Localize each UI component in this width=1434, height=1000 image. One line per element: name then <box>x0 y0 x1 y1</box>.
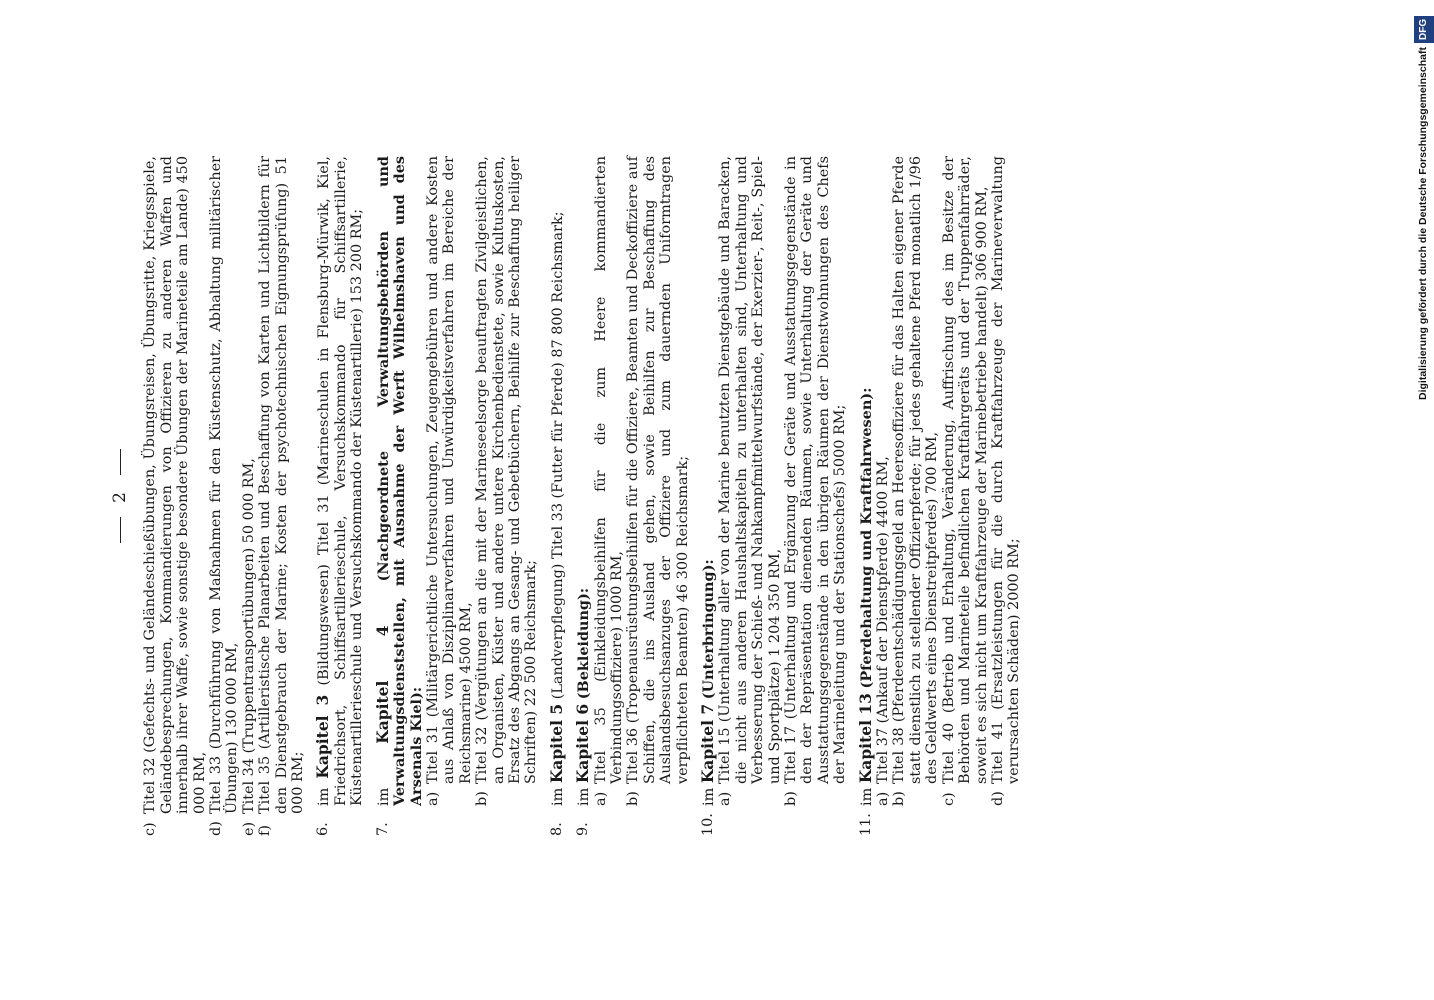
kapitel-label: Kapitel 4 <box>372 625 392 744</box>
kapitel-label: Kapitel 6 <box>573 703 593 784</box>
section-6 <box>315 156 365 836</box>
list-item <box>875 156 891 806</box>
list-item <box>783 156 849 806</box>
list-item <box>474 156 540 806</box>
kapitel-label: Kapitel 13 <box>855 693 875 784</box>
item-text: Titel 32 (Vergütungen an die mit der Marineseelsorge beauftragten Zivilgeistlichen, an Organisten, Küster und andere untere Kirchenbedienstete, sowie Kultuskosten, Ersatz des Abgangs an Gesang- und Gebetbüchern, Beihilfe zur Beschaffung heiliger Schriften) 22 500 Reichsmark; <box>474 156 540 784</box>
section-9 <box>575 156 691 836</box>
page-number: 2 <box>112 156 128 836</box>
item-letter: a) <box>424 791 441 806</box>
rotated-page <box>102 120 1102 880</box>
list-item <box>241 156 257 836</box>
section-title: im Kapitel 6 (Bekleidung): <box>573 587 593 806</box>
item-text: Titel 35 (Artilleristische Planarbeiten und Beschaffung von Karten und Lichtbildern für den Dienstgebrauch der Marine; Kosten der psychotechnischen Eignungsprüfung) 51 000 RM; <box>257 156 307 814</box>
section-10 <box>700 156 849 836</box>
kapitel-label: Kapitel 5 <box>546 703 566 784</box>
item-letter: a) <box>875 791 892 806</box>
item-text: Titel 31 (Militärgerichtliche Untersuchungen, Zeugengebühren und andere Kosten aus Anlaß von Disziplinarverfahren und Unwürdigkeitsverfahren im Bereiche der Reichsmarine) 4500 RM, <box>424 156 474 784</box>
section-number: 6. <box>315 822 332 836</box>
item-text: Titel 36 (Tropenausrüstungsbeihilfen für die Offiziere, Beamten und Deckoffiziere auf Schiffen, die ins Ausland gehen, sowie Beihilfen zur Beschaffung des Auslandsbesuchsanzuges der Offiziere und zum dauernden Uniformtragen verpflichteten Beamten) 46 300 Reichsmark; <box>625 156 691 784</box>
item-letter: b) <box>625 791 642 806</box>
item-letter: f) <box>257 825 274 836</box>
watermark-text: Digitalisierung gefördert durch die Deutsche ForschungsgemeinschaftDFG <box>1413 8 1433 400</box>
item-text: Titel 35 (Einkleidungsbeihilfen für die zum Heere kommandierten Verbindungsoffiziere) 1000 RM, <box>592 156 625 784</box>
section-title: im Kapitel 13 (Pferdehaltung und Kraftfahrwesen): <box>855 387 875 806</box>
list-item <box>941 156 990 806</box>
dfg-watermark <box>1408 8 1434 400</box>
section-11 <box>855 156 1023 836</box>
list-item <box>425 156 474 806</box>
item-letter: a) <box>717 791 734 806</box>
section-title: im Kapitel 4 (Nachgeordnete Verwaltungsbehörden und Verwaltungsdienststellen, mit Ausnahme der Werft Wilhelmshaven und des Arsenals Kiel): <box>372 156 425 806</box>
section-content <box>855 156 1023 806</box>
list-item <box>891 156 940 806</box>
section-7 <box>372 156 540 836</box>
item-text: Titel 40 (Betrieb und Erhaltung, Veränderung, Auffrischung des im Besitze der Behörden und Marineteile befindlichen Kraftfahrgeräts und der Truppenfahrräder, soweit es sich nicht um Kraftfahrzeuge der Marinebetriebe handelt) 306 900 RM, <box>940 156 990 784</box>
list-item <box>142 156 208 836</box>
dash-right <box>120 449 121 475</box>
list-item <box>625 156 691 806</box>
item-letter: c) <box>142 822 159 836</box>
dfg-logo: DFG <box>1414 16 1434 43</box>
section-number: 11. <box>857 813 874 836</box>
kapitel-label: Kapitel 7 <box>698 703 717 784</box>
section-number: 9. <box>575 822 592 836</box>
item-letter: b) <box>783 791 800 806</box>
section-number: 7. <box>374 822 391 836</box>
item-text: Titel 17 (Unterhaltung und Ergänzung der Geräte und Ausstattungsgegenstände in den der Repräsentation dienenden Räumen, sowie Unterhaltung der Geräte und Ausstattungsgegenstände in den übrigen Räumen der Dienstwohnungen des Chefs der Marineleitung und der Stationschefs) 5000 RM; <box>783 156 849 784</box>
item-text: Titel 41 (Ersatzleistungen für die durch Kraftfahrzeuge der Marineverwaltung verursachten Schäden) 2000 RM; <box>989 156 1023 784</box>
item-letter: b) <box>891 791 908 806</box>
section-title: im Kapitel 5 (Landverpflegung) Titel 33 (Futter für Pferde) 87 800 Reichsmark; <box>546 211 566 806</box>
item-text: Titel 37 (Ankauf der Dienstpferde) 4400 RM, <box>875 456 892 784</box>
section-number: 10. <box>700 813 716 836</box>
section-title: im Kapitel 7 (Unterbringung): <box>698 559 717 806</box>
item-text: Titel 34 (Truppentransportübungen) 50 000 RM, <box>240 458 257 814</box>
item-letter: d) <box>208 821 225 836</box>
section-title: im Kapitel 3 (Bildungswesen) Titel 31 (Marineschulen in Flensburg-Mürwik, Kiel, Friedrichsort, Schiffsartillerieschule, Versuchskommando für Schiffsartillerie, Küstenartillerieschule und Versuchskommando der Küstenartillerie) 153 200 RM; <box>313 155 366 806</box>
list-item <box>593 156 626 806</box>
section-8 <box>546 156 566 836</box>
section-content <box>372 156 540 806</box>
document-page <box>102 120 1102 880</box>
item-letter: c) <box>940 792 957 806</box>
dash-left <box>120 517 121 543</box>
item-text: Titel 15 (Unterhaltung aller von der Marine benutzten Dienstgebäude und Baracken, die nicht aus anderen Haushaltskapiteln zu unterhalten sind, Unterhaltung und Verbesserung der Schieß- und Nahkampfmittelwurfstände, der Exerzier-, Reit-, Spiel- und Sportplätze) 1 204 350 RM, <box>717 156 783 784</box>
item-text: Titel 32 (Gefechts- und Geländeschießübungen, Übungsreisen, Übungsritte, Kriegsspiele, Geländebesprechungen, Kommandierungen von Offizieren zu anderen Waffen und innerhalb ihrer Waffe, sowie sonstige besondere Übungen der Marineteile am Lande) 450 000 RM, <box>142 156 208 814</box>
top-items <box>142 156 306 836</box>
item-letter: b) <box>474 791 491 806</box>
item-letter: e) <box>240 821 257 836</box>
section-content <box>700 156 849 806</box>
section-content <box>546 156 566 806</box>
item-letter: d) <box>989 791 1006 806</box>
kapitel-label: Kapitel 3 <box>313 694 333 779</box>
list-item <box>208 156 241 836</box>
list-item <box>990 156 1023 806</box>
list-item <box>257 156 306 836</box>
section-number: 8. <box>548 822 565 836</box>
item-text: Titel 38 (Pferdeentschädigungsgeld an Heeresoffiziere für das Halten eigener Pferde statt dienstlich zu stellender Offizierpferde; für jedes gehaltene Pferd monatlich 1/96 des Geldwerts eines Dienstreitpferdes) 700 RM, <box>891 156 941 784</box>
section-content <box>315 156 365 806</box>
item-letter: a) <box>592 791 609 806</box>
section-content <box>575 156 691 806</box>
item-text: Titel 33 (Durchführung von Maßnahmen für den Küstenschutz, Abhaltung militärischer Übungen) 130 000 RM, <box>208 156 241 814</box>
list-item <box>717 156 783 806</box>
